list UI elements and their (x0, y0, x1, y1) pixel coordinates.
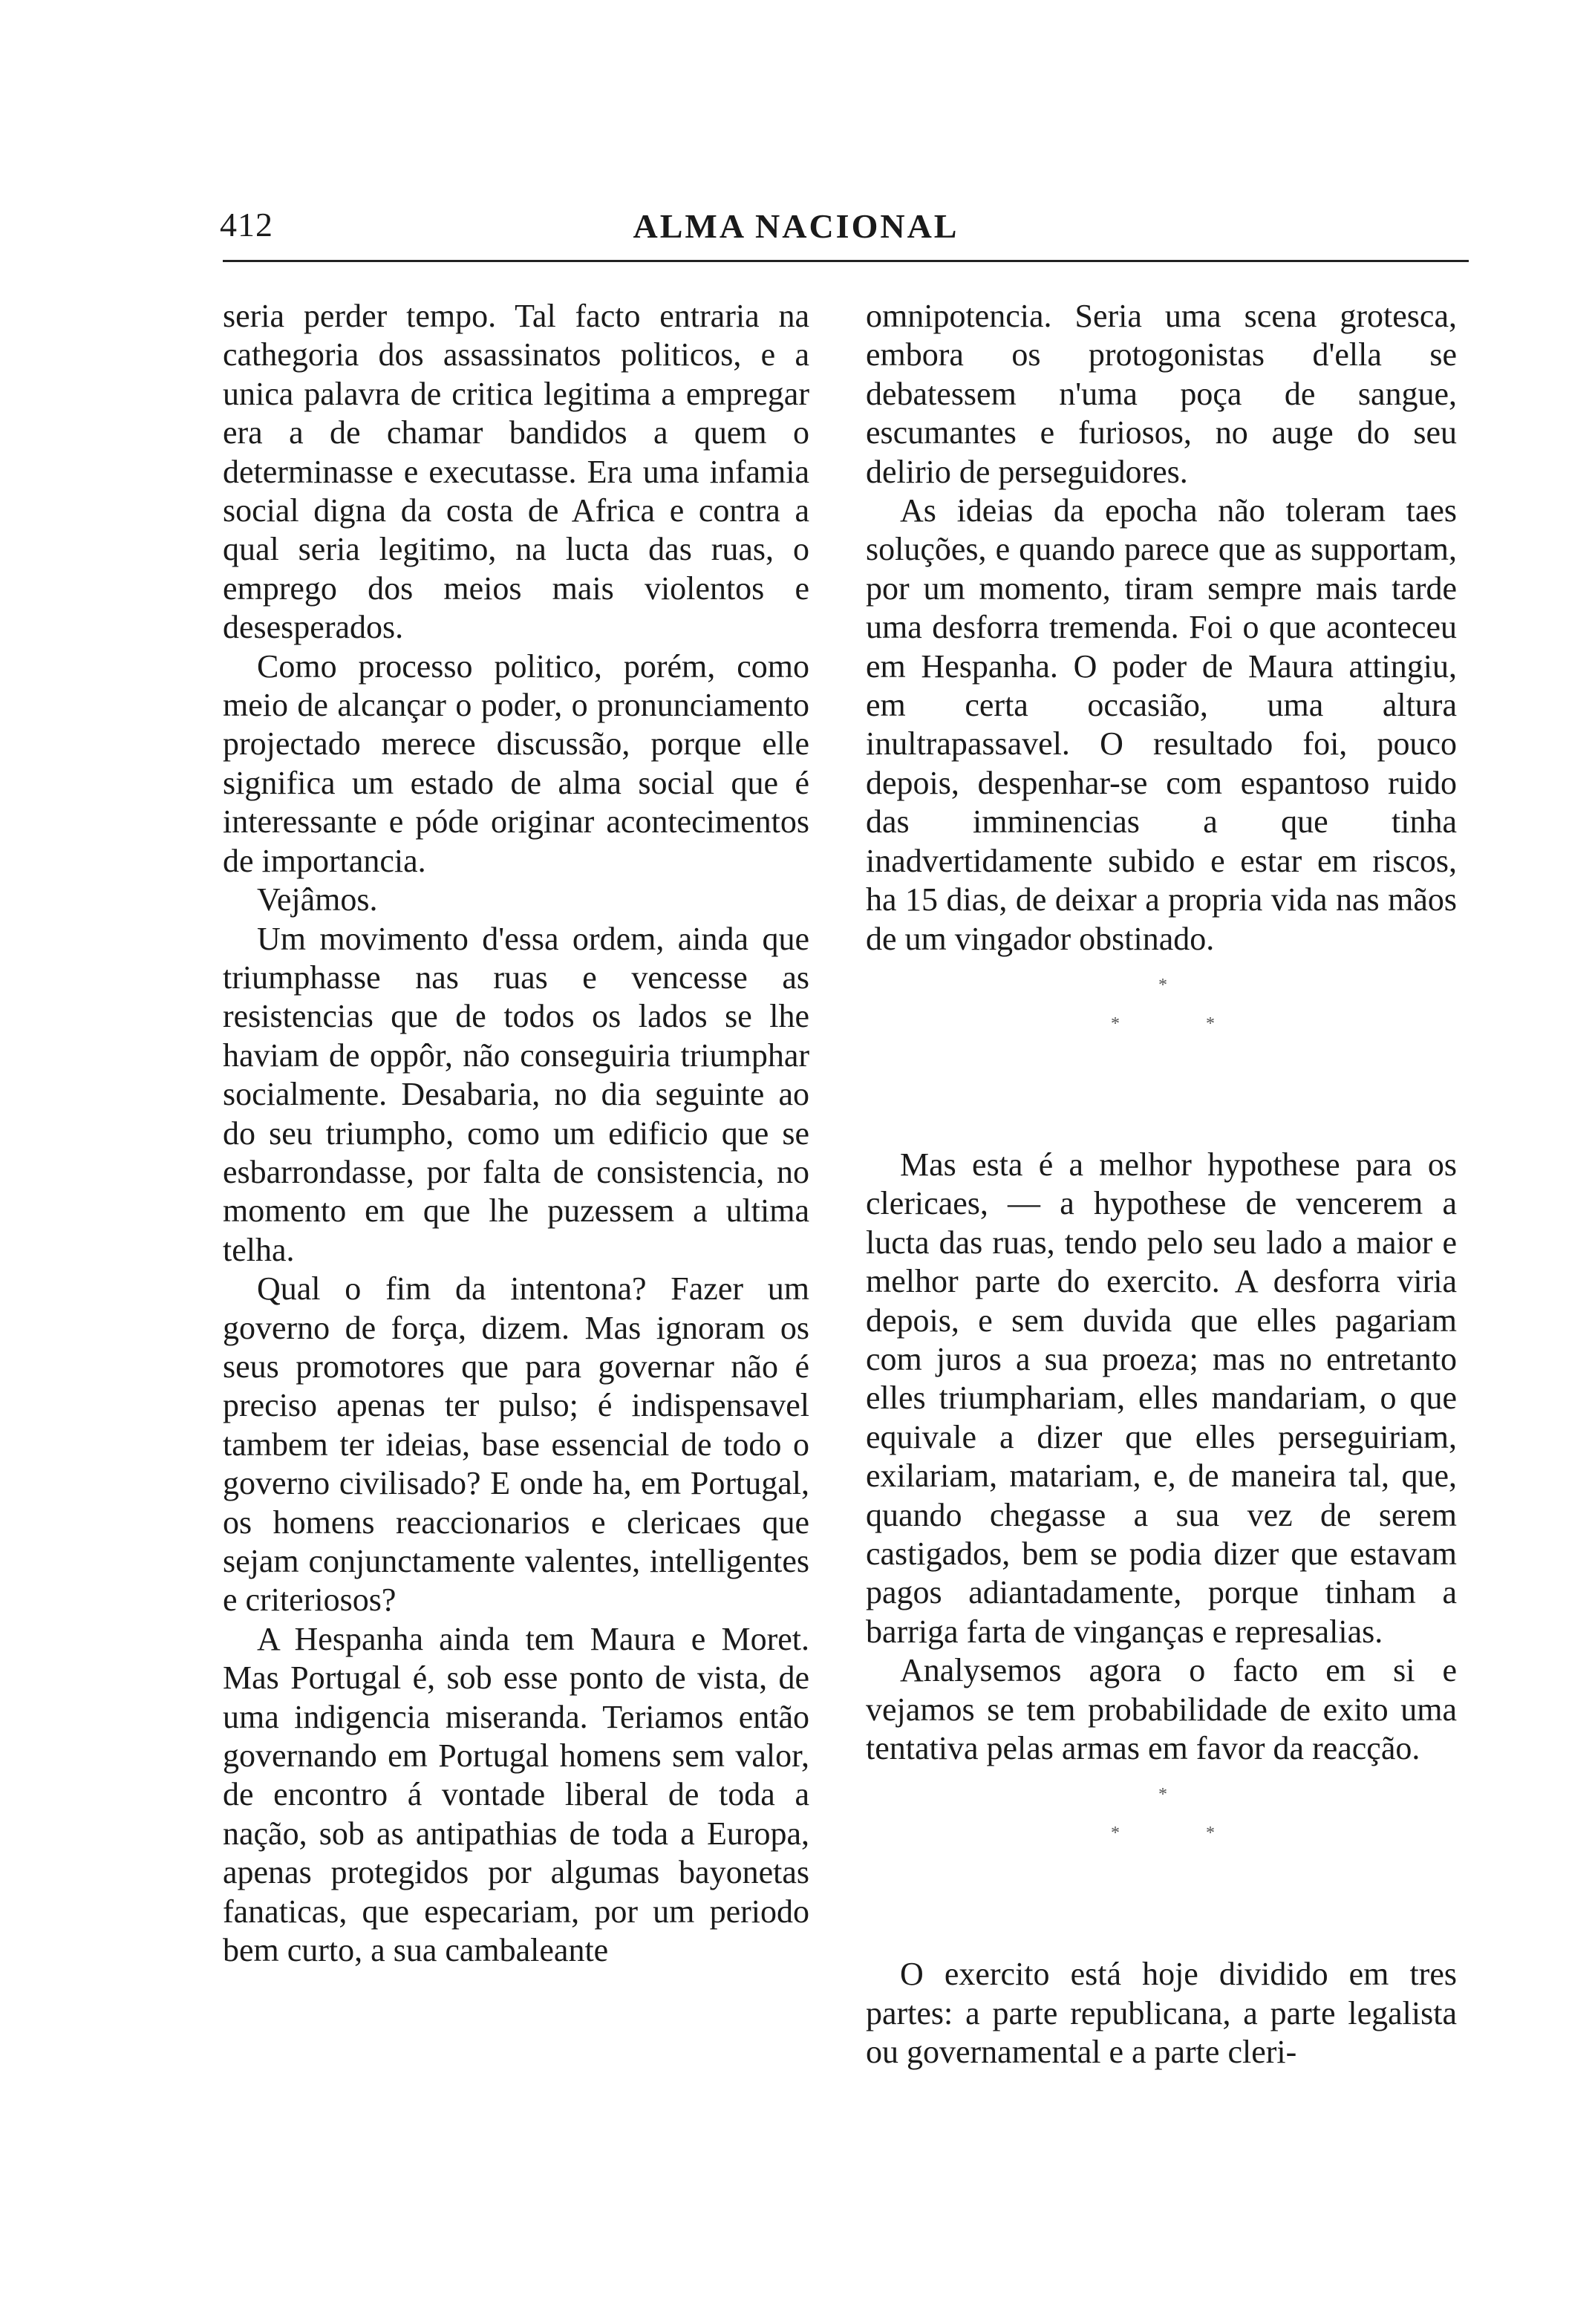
running-title: ALMA NACIONAL (633, 207, 959, 245)
section-separator (866, 959, 1457, 1146)
paragraph: A Hespanha ainda tem Maura e Moret. Mas Portugal é, sob esse ponto de vista, de uma indigencia miseranda. Teriamos então governando em Portugal homens sem valor, de encontro á vontade liberal de toda a nação, sob as antipathias de toda a Europa, apenas protegidos por algumas bayonetas fanaticas, que especariam, por um periodo bem curto, a sua cambaleante (223, 1620, 809, 1969)
left-column (223, 297, 809, 1970)
asterism-star: * (1158, 975, 1167, 995)
asterism-star: * (1158, 1785, 1167, 1805)
paragraph: seria perder tempo. Tal facto entraria na cathegoria dos assassinatos politicos, e a unica palavra de critica legitima a empregar era a de chamar bandidos a quem o determinasse e executasse. Era uma infamia social digna da costa de Africa e contra a qual seria legitimo, na lucta das ruas, o emprego dos meios mais violentos e desesperados. (223, 298, 809, 646)
paragraph: Mas esta é a melhor hypothese para os clericaes, — a hypothese de vencerem a lucta das ruas, tendo pelo seu lado a maior e melhor parte do exercito. A desforra viria depois, e sem duvida que elles pagariam com juros a sua proeza; mas no entretanto elles triumphariam, elles mandariam, o que equivale a dizer que elles perseguiriam, exilariam, matariam, e, de maneira tal, que, quando chegasse a sua vez de serem castigados, bem se podia dizer que estavam pagos adiantadamente, porque tinham a barriga farta de vinganças e represalias. (866, 1146, 1457, 1650)
page-number: 412 (220, 206, 273, 244)
asterism-star: * (1206, 1824, 1215, 1844)
paragraph: Qual o fim da intentona? Fazer um governo de força, dizem. Mas ignoram os seus promotores que para governar não é preciso apenas ter pulso; é indispensavel tambem ter ideias, base essencial de todo o governo civilisado? E onde ha, em Portugal, os homens reaccionarios e clericaes que sejam conjunctamente valentes, intelligentes e criteriosos? (223, 1270, 809, 1619)
paragraph: Um movimento d'essa ordem, ainda que triumphasse nas ruas e vencesse as resistencias que de todos os lados se lhe haviam de oppôr, não conseguiria triumphar socialmente. Desabaria, no dia seguinte ao do seu triumpho, como um edificio que se esbarrondasse, por falta de consistencia, no momento em que lhe puzessem a ultima telha. (223, 920, 809, 1268)
section-separator (866, 1768, 1457, 1955)
asterism-star: * (1111, 1824, 1120, 1844)
paragraph: Como processo politico, porém, como meio de alcançar o poder, o pronunciamento projectado merece discussão, porque elle significa um estado de alma social que é interessante e póde originar acontecimentos de importancia. (223, 647, 809, 879)
paragraph: Analysemos agora o facto em si e vejamos se tem probabilidade de exito uma tentativa pelas armas em favor da reacção. (866, 1652, 1457, 1766)
paragraph: As ideias da epocha não toleram taes soluções, e quando parece que as supportam, por um momento, tiram sempre mais tarde uma desforra tremenda. Foi o que aconteceu em Hespanha. O poder de Maura attingiu, em certa occasião, uma altura inultrapassavel. O resultado foi, pouco depois, despenhar-se com espantoso ruido das imminencias a que tinha inadvertidamente subido e estar em riscos, ha 15 dias, de deixar a propria vida nas mãos de um vingador obstinado. (866, 492, 1457, 957)
paragraph: Vejâmos. (257, 881, 378, 918)
asterism-star: * (1206, 1014, 1215, 1034)
paragraph: O exercito está hoje dividido em tres partes: a parte republicana, a parte legalista ou governamental e a parte cleri- (866, 1956, 1457, 2071)
header-rule (223, 260, 1469, 262)
right-column (866, 297, 1457, 2072)
paragraph: omnipotencia. Seria uma scena grotesca, embora os protogonistas d'ella se debatessem n'uma poça de sangue, escumantes e furiosos, no auge do seu delirio de perseguidores. (866, 298, 1457, 490)
asterism-star: * (1111, 1014, 1120, 1034)
